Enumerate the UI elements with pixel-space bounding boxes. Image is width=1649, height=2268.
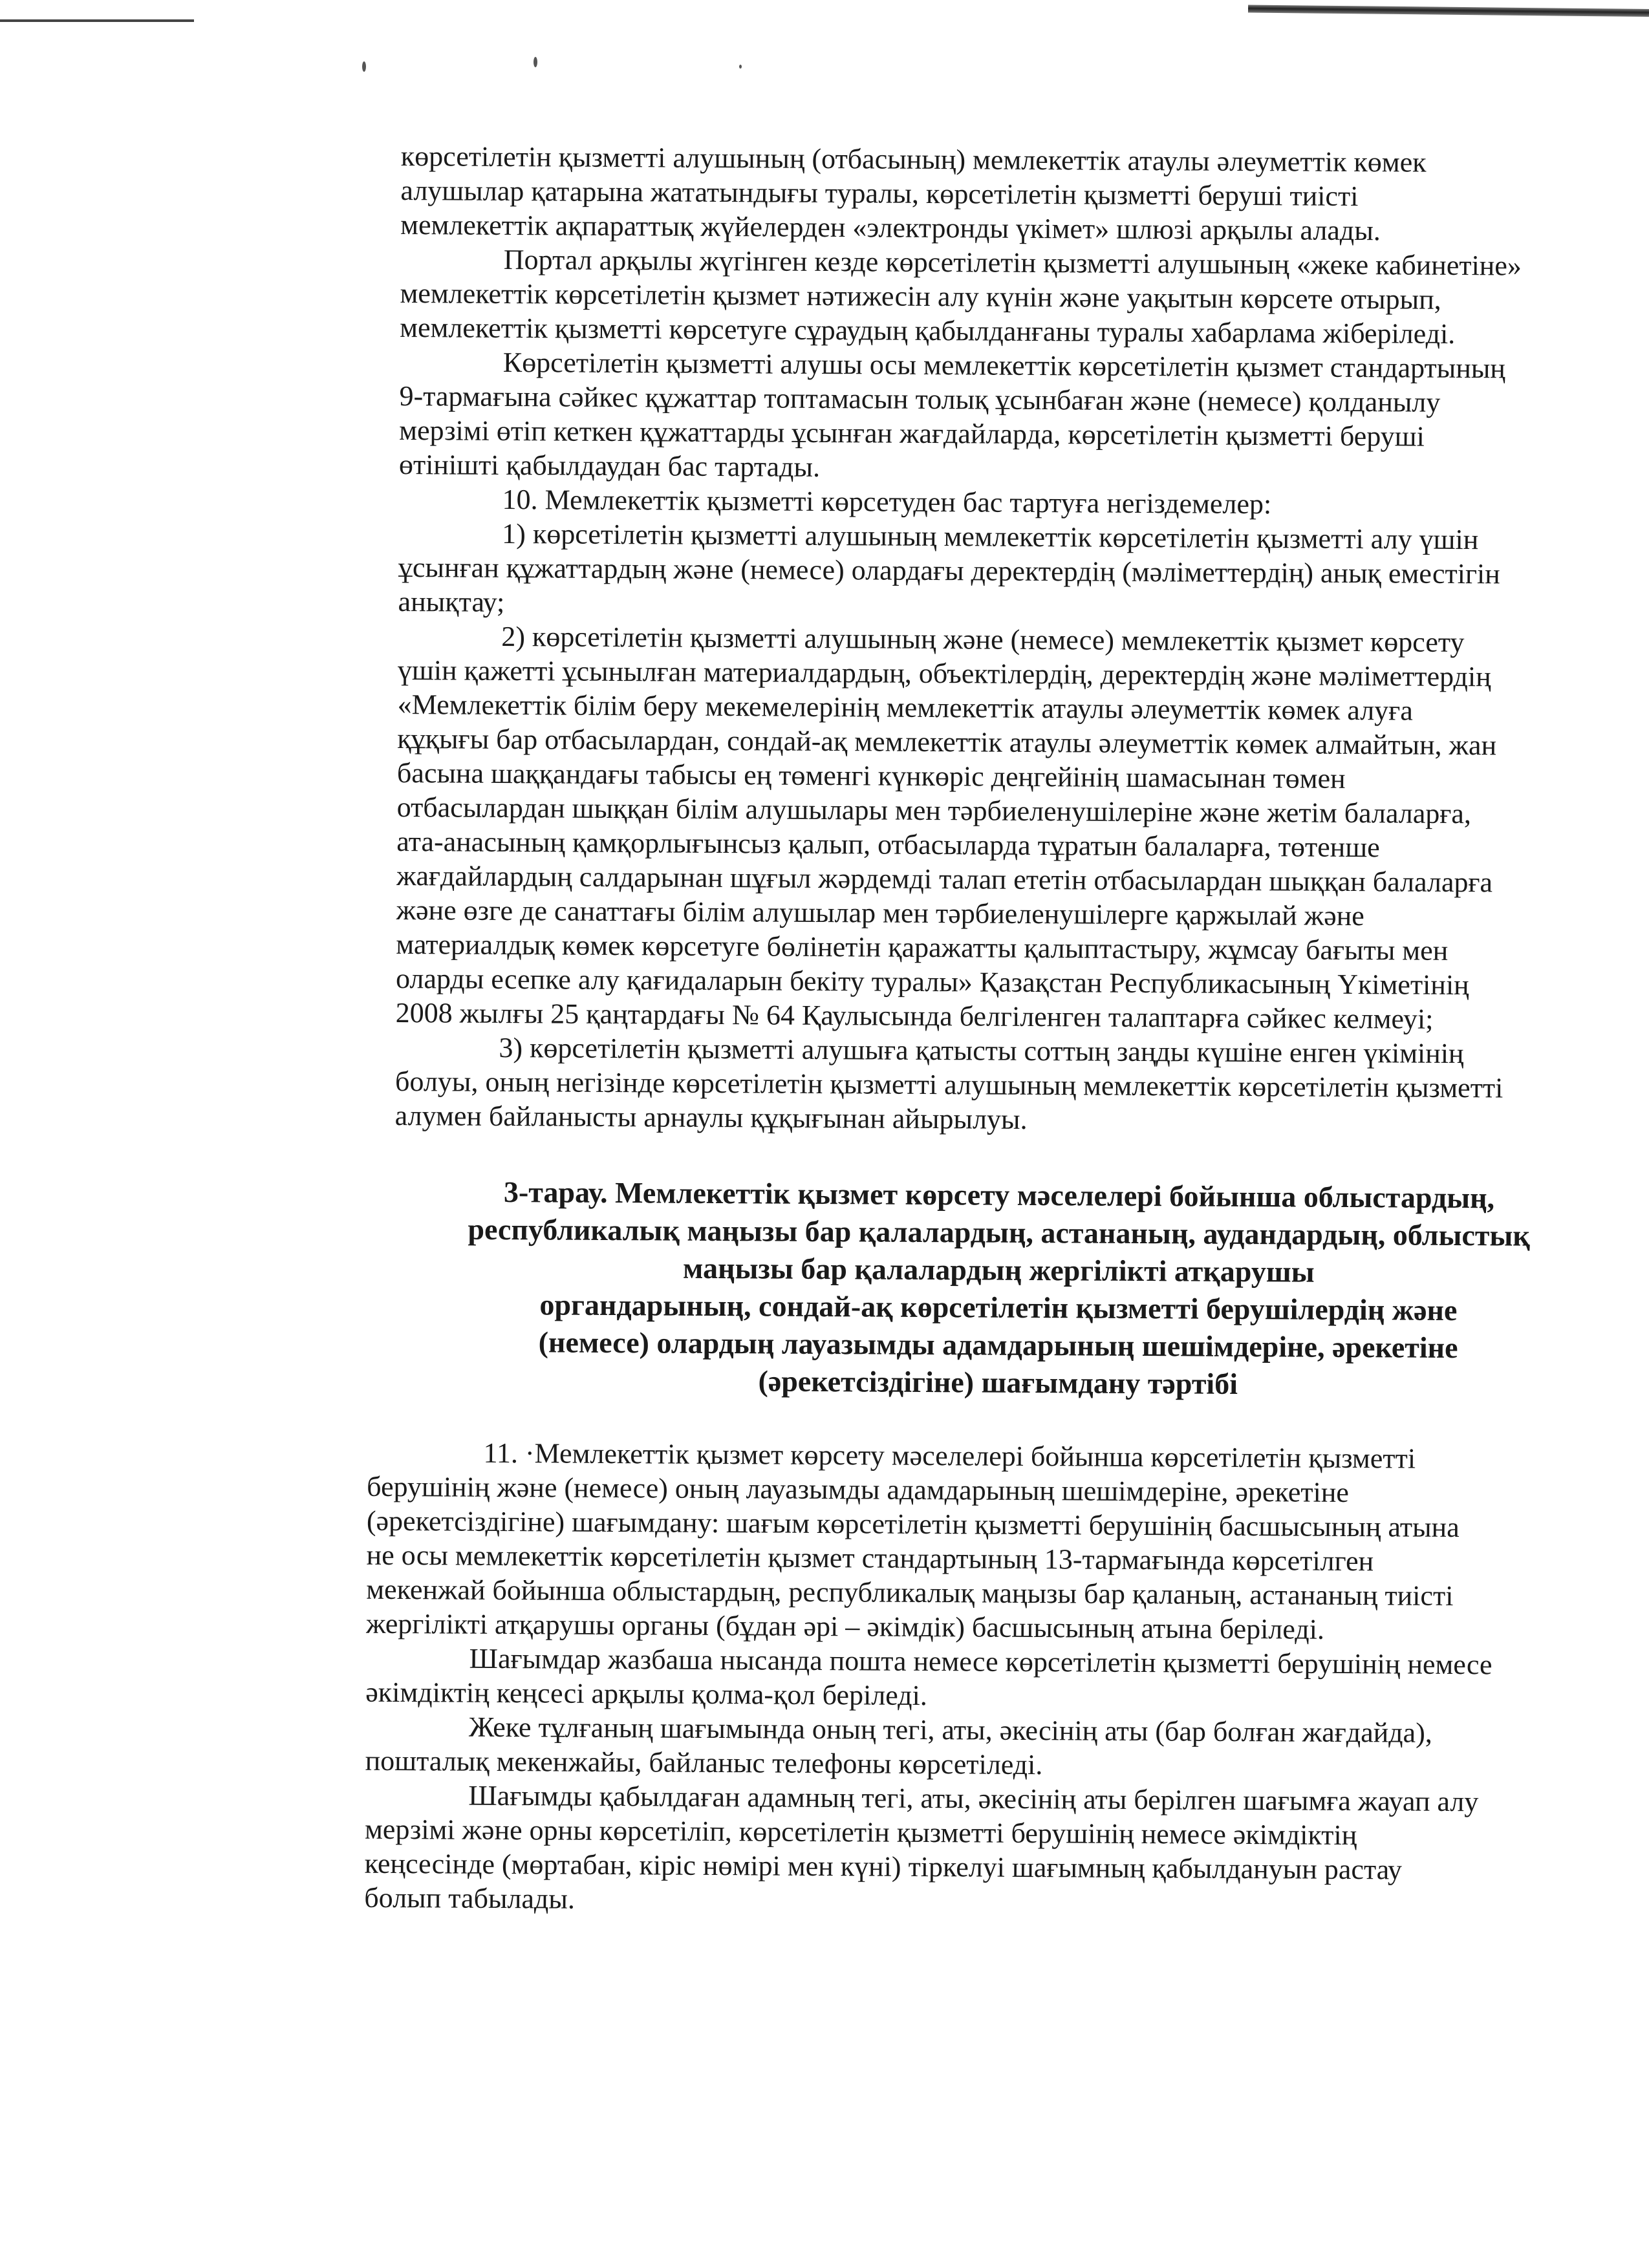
text-line: берушінің және (немесе) оның лауазымды адамдарының шешімдеріне, әрекетіне [367, 1470, 1350, 1508]
text-line: кеңсесінде (мөртабан, кіріс нөмірі мен күні) тіркелуі шағымның қабылдануын растау [364, 1847, 1403, 1886]
text-line: болып табылады. [364, 1881, 576, 1915]
text-line: Шағымдар жазбаша нысанда пошта немесе көрсетілетін қызметті берушінің немесе [469, 1642, 1493, 1681]
text-line: және өзге де санаттағы білім алушылар мен тәрбиеленушілерге қаржылай және [396, 893, 1364, 932]
section-part2 [364, 1435, 1641, 1923]
scan-edge-right [1248, 5, 1649, 17]
heading-line: маңызы бар қалалардың жергілікті атқарушы [682, 1251, 1315, 1289]
heading-line: республикалық маңызы бар қалалардың, астананың, аудандардың, облыстық [468, 1212, 1531, 1252]
text-line: мемлекеттік қызметті көрсетуге сұраудың қабылданғаны туралы хабарлама жіберіледі. [400, 311, 1456, 350]
text-line: ата-анасының қамқорлығынсыз қалып, отбасыларда тұратын балаларға, төтенше [396, 825, 1380, 864]
text-line: анықтау; [398, 585, 505, 618]
text-line: Портал арқылы жүгінген кезде көрсетілетін қызметті алушының «жеке кабинетіне» [503, 243, 1522, 282]
text-line: мекенжай бойынша облыстардың, республикалық маңызы бар қаланың, астананың тиісті [366, 1573, 1454, 1612]
text-line: 10. Мемлекеттік қызметті көрсетуден бас тартуға негіздемелер: [502, 483, 1272, 520]
text-line: не осы мемлекеттік көрсетілетін қызмет стандартының 13-тармағында көрсетілген [366, 1539, 1374, 1578]
text-line: Жеке тұлғаның шағымында оның тегі, аты, әкесінің аты (бар болған жағдайда), [468, 1711, 1432, 1749]
text-line: мемлекеттік көрсетілетін қызмет нәтижесін алу күнін және уақытын көрсете отырып, [400, 277, 1441, 316]
text-line: 2008 жылғы 25 қаңтардағы № 64 Қаулысында белгіленген талаптарға сәйкес келмеуі; [395, 996, 1434, 1035]
text-line: Шағымды қабылдаған адамның тегі, аты, әкесінің аты берілген шағымға жауап алу [468, 1779, 1479, 1818]
text-line: отбасылардан шыққан білім алушылары мен тәрбиеленушілеріне және жетім балаларға, [396, 791, 1472, 830]
text-line: материалдық көмек көрсетуге бөлінетін қаражатты қалыптастыру, жұмсау бағыты мен [396, 928, 1449, 967]
section-part1 [395, 139, 1649, 1140]
text-line: Көрсетілетін қызметті алушы осы мемлекеттік көрсетілетін қызмет стандартының [502, 346, 1506, 385]
scan-speck [362, 61, 366, 72]
text-line: алушылар қатарына жататындығы туралы, көрсетілетін қызметті беруші тиісті [400, 174, 1359, 213]
text-line: әкімдіктің кеңсесі арқылы қолма-қол беріледі. [365, 1676, 927, 1712]
text-line: мерзімі және орны көрсетіліп, көрсетілетін қызметті берушінің немесе әкімдіктің [364, 1813, 1357, 1852]
text-line: 11. ·Мемлекеттік қызмет көрсету мәселелері бойынша көрсетілетін қызметті [483, 1437, 1416, 1475]
text-line: (әрекетсіздігіне) шағымдану: шағым көрсетілетін қызметті берушінің басшысының атына [366, 1504, 1460, 1544]
text-line: құқығы бар отбасылардан, сондай-ақ мемлекеттік атаулы әлеуметтік көмек алмайтын, жан [397, 722, 1497, 762]
text-line: 3) көрсетілетін қызметті алушыға қатысты соттың заңды күшіне енген үкімінің [499, 1031, 1464, 1070]
text-line: мемлекеттік ақпараттық жүйелерден «электронды үкімет» шлюзі арқылы алады. [400, 208, 1381, 247]
chapter-heading [393, 1173, 1643, 1406]
heading-line: органдарының, сондай-ақ көрсетілетін қызметті берушілердің және [539, 1288, 1458, 1327]
heading-line: 3-тарау. Мемлекеттік қызмет көрсету мәселелері бойынша облыстардың, [503, 1175, 1495, 1215]
text-line: оларды есепке алу қағидаларын бекіту туралы» Қазақстан Республикасының Үкіметінің [395, 962, 1469, 1001]
text-line: жергілікті атқарушы органы (бұдан әрі – әкімдік) басшысының атына беріледі. [365, 1607, 1325, 1645]
heading-line: (әрекетсіздігіне) шағымдану тәртібі [758, 1364, 1238, 1400]
text-line: 2) көрсетілетін қызметті алушының және (немесе) мемлекеттік қызмет көрсету [501, 620, 1465, 659]
text-line: өтінішті қабылдаудан бас тартады. [398, 448, 821, 483]
text-line: «Мемлекеттік білім беру мекемелерінің мемлекеттік атаулы әлеуметтік көмек алуға [397, 688, 1413, 727]
text-line: 1) көрсетілетін қызметті алушының мемлекеттік көрсетілетін қызметті алу үшін [502, 517, 1479, 556]
text-line: көрсетілетін қызметті алушының (отбасының) мемлекеттік атаулы әлеуметтік көмек [400, 140, 1427, 178]
text-line: жағдайлардың салдарынан шұғыл жәрдемді талап ететін отбасылардан шыққан балаларға [396, 859, 1493, 899]
text-line: 9-тармағына сәйкес құжаттар топтамасын толық ұсынбаған және (немесе) қолданылу [399, 380, 1441, 418]
text-line: үшін қажетті ұсынылған материалдардың, объектілердің, деректердің және мәліметтердің [397, 654, 1491, 693]
text-line: мерзімі өтіп кеткен құжаттарды ұсынған жағдайларда, көрсетілетін қызметті беруші [399, 414, 1425, 453]
scan-speck [739, 65, 742, 69]
text-line: ұсынған құжаттардың және (немесе) олардағы деректердің (мәліметтердің) анық еместігін [398, 551, 1500, 590]
heading-line: (немесе) олардың лауазымды адамдарының шешімдеріне, әрекетіне [538, 1325, 1458, 1365]
text-line: болуы, оның негізінде көрсетілетін қызметті алушының мемлекеттік көрсетілетін қызметті [394, 1065, 1503, 1104]
text-line: басына шаққандағы табысы ең төменгі күнкөріс деңгейінің шамасынан төмен [396, 756, 1346, 795]
scan-edge-left [0, 19, 194, 22]
scan-speck [534, 57, 537, 67]
text-line: алумен байланысты арнаулы құқығынан айырылуы. [394, 1099, 1028, 1135]
text-line: пошталық мекенжайы, байланыс телефоны көрсетіледі. [365, 1744, 1043, 1781]
document-page [364, 139, 1649, 1923]
